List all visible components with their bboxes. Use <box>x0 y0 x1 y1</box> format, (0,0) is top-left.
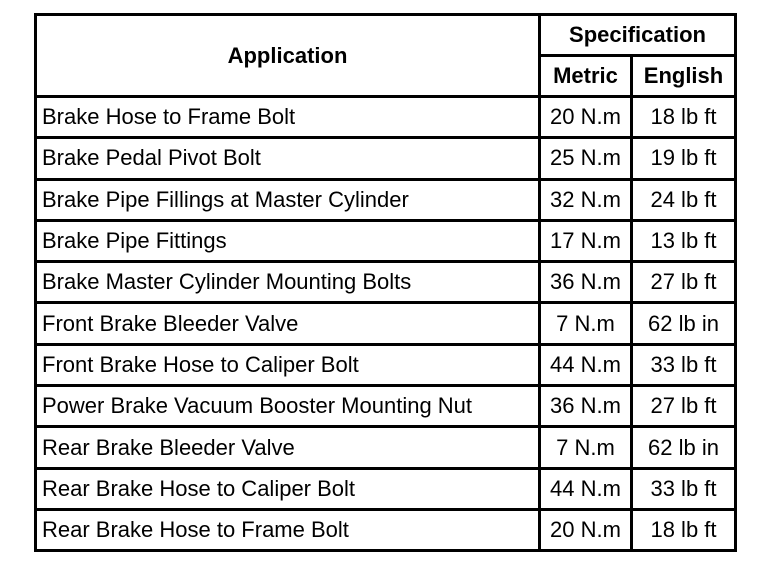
application-cell: Brake Pedal Pivot Bolt <box>36 138 540 179</box>
table-row <box>36 138 736 179</box>
metric-cell: 7 N.m <box>540 303 632 344</box>
metric-cell: 20 N.m <box>540 97 632 138</box>
english-cell: 27 lb ft <box>632 386 736 427</box>
english-cell: 27 lb ft <box>632 262 736 303</box>
table-row <box>36 509 736 550</box>
table-row <box>36 427 736 468</box>
application-cell: Rear Brake Bleeder Valve <box>36 427 540 468</box>
metric-cell: 36 N.m <box>540 386 632 427</box>
table-row <box>36 386 736 427</box>
english-cell: 19 lb ft <box>632 138 736 179</box>
application-cell: Rear Brake Hose to Caliper Bolt <box>36 468 540 509</box>
english-cell: 62 lb in <box>632 303 736 344</box>
english-cell: 33 lb ft <box>632 468 736 509</box>
table-header <box>36 15 736 97</box>
english-cell: 33 lb ft <box>632 344 736 385</box>
table-row <box>36 179 736 220</box>
metric-cell: 20 N.m <box>540 509 632 550</box>
application-cell: Front Brake Bleeder Valve <box>36 303 540 344</box>
table-row <box>36 220 736 261</box>
metric-cell: 44 N.m <box>540 344 632 385</box>
table-body <box>36 97 736 551</box>
metric-cell: 32 N.m <box>540 179 632 220</box>
application-cell: Brake Hose to Frame Bolt <box>36 97 540 138</box>
application-cell: Brake Master Cylinder Mounting Bolts <box>36 262 540 303</box>
application-cell: Power Brake Vacuum Booster Mounting Nut <box>36 386 540 427</box>
metric-column-header: Metric <box>540 56 632 97</box>
metric-cell: 7 N.m <box>540 427 632 468</box>
english-cell: 13 lb ft <box>632 220 736 261</box>
application-column-header: Application <box>36 15 540 97</box>
application-cell: Rear Brake Hose to Frame Bolt <box>36 509 540 550</box>
english-cell: 18 lb ft <box>632 509 736 550</box>
table-row <box>36 303 736 344</box>
english-column-header: English <box>632 56 736 97</box>
metric-cell: 25 N.m <box>540 138 632 179</box>
specification-column-header: Specification <box>540 15 736 56</box>
english-cell: 18 lb ft <box>632 97 736 138</box>
table-row <box>36 97 736 138</box>
english-cell: 24 lb ft <box>632 179 736 220</box>
torque-spec-table <box>34 13 737 552</box>
metric-cell: 17 N.m <box>540 220 632 261</box>
metric-cell: 44 N.m <box>540 468 632 509</box>
table-row <box>36 468 736 509</box>
table-row <box>36 344 736 385</box>
application-cell: Brake Pipe Fillings at Master Cylinder <box>36 179 540 220</box>
table-row <box>36 262 736 303</box>
application-cell: Front Brake Hose to Caliper Bolt <box>36 344 540 385</box>
metric-cell: 36 N.m <box>540 262 632 303</box>
english-cell: 62 lb in <box>632 427 736 468</box>
application-cell: Brake Pipe Fittings <box>36 220 540 261</box>
